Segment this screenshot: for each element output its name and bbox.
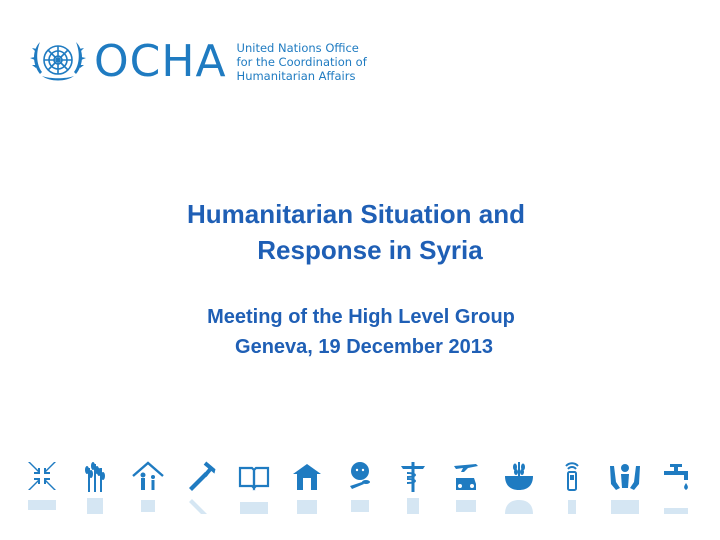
un-emblem-icon: [28, 34, 88, 90]
food-bowl-icon: [497, 458, 541, 524]
subtitle-line-2: Geneva, 19 December 2013: [235, 336, 493, 358]
slide-subtitle: [0, 302, 720, 362]
org-line-3: Humanitarian Affairs: [236, 69, 356, 83]
slide-title: [0, 196, 720, 268]
ocha-wordmark: OCHA: [94, 36, 227, 87]
tools-icon: [179, 458, 223, 524]
nutrition-child-icon: [338, 458, 382, 524]
organization-name: [237, 41, 367, 83]
cluster-icon-row: [20, 458, 700, 524]
title-line-1: Humanitarian Situation and: [186, 199, 526, 229]
org-line-2: for the Coordination of: [236, 55, 367, 69]
house-icon: [285, 458, 329, 524]
subtitle-line-1: Meeting of the High Level Group: [207, 306, 515, 328]
logistics-transport-icon: [444, 458, 488, 524]
health-caduceus-icon: [391, 458, 435, 524]
shelter-family-icon: [126, 458, 170, 524]
water-tap-icon: [656, 458, 700, 524]
org-line-1: United Nations Office: [236, 41, 359, 55]
agriculture-icon: [73, 458, 117, 524]
title-line-2: Response in Syria: [257, 235, 483, 265]
protection-hands-icon: [603, 458, 647, 524]
header: [28, 34, 367, 90]
telecom-icon: [550, 458, 594, 524]
education-book-icon: [232, 458, 276, 524]
displacement-icon: [20, 458, 64, 524]
